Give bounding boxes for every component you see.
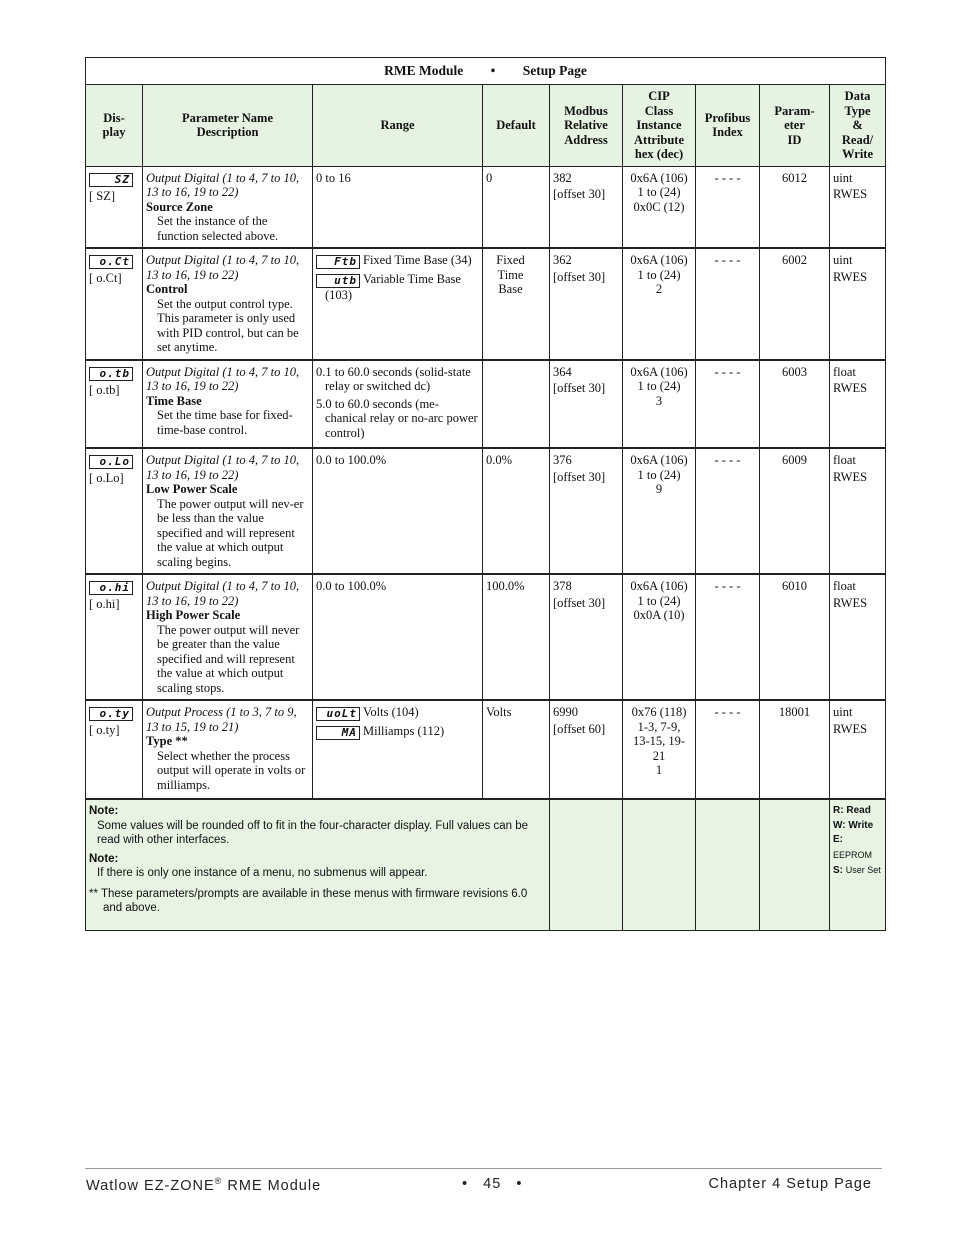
- range-option: [316, 724, 479, 740]
- lcd-display: MA: [316, 726, 360, 740]
- data-type: float: [833, 579, 856, 593]
- parameter-description-cell: [143, 248, 313, 360]
- lcd-display: uoLt: [316, 707, 360, 721]
- display-code: [ o.hi]: [89, 597, 120, 612]
- parameter-name: Source Zone: [146, 199, 213, 214]
- range-cell: [313, 360, 483, 449]
- default-cell: [483, 360, 550, 449]
- lcd-display: o.Ct: [89, 255, 133, 269]
- cip-cell: [623, 248, 696, 360]
- data-type-cell: [830, 448, 886, 574]
- range-option: [316, 397, 479, 441]
- legend-item: [833, 804, 882, 819]
- footer-divider: [85, 1168, 882, 1169]
- table-row: [86, 360, 886, 449]
- data-type: uint: [833, 253, 853, 267]
- cip-value: 1 to (24): [637, 467, 681, 482]
- parameter-name: High Power Scale: [146, 608, 241, 622]
- parameter-description-cell: [143, 360, 313, 449]
- header-default: Default: [483, 85, 550, 167]
- cip-value: 1-3, 7-9,: [637, 719, 681, 734]
- cip-value: 0x6A (106): [630, 453, 688, 467]
- legend-item: [833, 819, 882, 834]
- range-text: Volts (104): [363, 705, 419, 719]
- cip-value: 1 to (24): [637, 267, 681, 282]
- table-row: [86, 248, 886, 360]
- range-text: Milliamps (112): [363, 724, 445, 739]
- parameter-description-cell: [143, 166, 313, 248]
- footer-product: [86, 1176, 321, 1194]
- read-write: RWES: [833, 269, 868, 284]
- read-write: RWES: [833, 721, 868, 736]
- range-text: Variable Time Base (103): [325, 272, 461, 303]
- header-parameter-id: Param- eter ID: [760, 85, 830, 167]
- header-cip: CIP Class Instance Attribute hex (dec): [623, 85, 696, 167]
- parameter-description: Select whether the process output will operate in volts or milliamps.: [157, 748, 306, 792]
- notes-empty-cell: [623, 799, 696, 931]
- parameter-name: Time Base: [146, 393, 202, 408]
- read-write: RWES: [833, 187, 868, 201]
- range-option: [316, 365, 479, 394]
- modbus-offset: [offset 30]: [553, 469, 606, 484]
- display-cell: [86, 248, 143, 360]
- parameter-menu: Output Process (1 to 3, 7 to 9, 13 to 15, 19 to 21): [146, 705, 297, 734]
- range-text: 5.0 to 60.0 seconds (me-chanical relay or no-arc power control): [316, 396, 478, 440]
- read-write: RWES: [833, 381, 868, 395]
- parameter-menu: Output Digital (1 to 4, 7 to 10, 13 to 16, 19 to 22): [146, 170, 300, 199]
- cip-value: 0x6A (106): [630, 253, 688, 267]
- display-code: [ o.ty]: [89, 723, 120, 738]
- range-cell: [313, 448, 483, 574]
- cip-value: 0x6A (106): [630, 170, 688, 185]
- footer-chapter: Chapter 4 Setup Page: [708, 1176, 872, 1192]
- lcd-display: o.Lo: [89, 455, 133, 469]
- profibus-cell: - - - -: [696, 448, 760, 574]
- parameter-description: Set the output control type. This parameter is only used with PID control, but can be set anytime.: [157, 296, 299, 354]
- modbus-offset: [offset 30]: [553, 381, 606, 395]
- header-profibus: Profibus Index: [696, 85, 760, 167]
- display-code: [ o.tb]: [89, 382, 120, 397]
- default-cell: 0.0%: [483, 448, 550, 574]
- header-display: Dis- play: [86, 85, 143, 167]
- parameter-menu: Output Digital (1 to 4, 7 to 10, 13 to 16, 19 to 22): [146, 453, 300, 482]
- read-write: RWES: [833, 595, 868, 610]
- cip-value: 21: [652, 748, 666, 763]
- range-cell: [313, 574, 483, 700]
- header-data-type: Data Type & Read/ Write: [830, 85, 886, 167]
- modbus-address: 362: [553, 253, 572, 267]
- lcd-display: o.ty: [89, 707, 133, 721]
- legend-text: User Set: [845, 865, 881, 875]
- modbus-cell: [550, 166, 623, 248]
- modbus-address: 6990: [553, 705, 578, 719]
- legend-key: S:: [833, 865, 843, 876]
- profibus-cell: - - - -: [696, 700, 760, 799]
- cip-cell: [623, 360, 696, 449]
- lcd-display: o.tb: [89, 367, 133, 381]
- parameter-id-cell: 6003: [760, 360, 830, 449]
- lcd-display: SZ: [89, 173, 133, 187]
- cip-value: 13-15, 19-: [632, 734, 686, 748]
- modbus-offset: [offset 30]: [553, 269, 606, 284]
- notes-cell: [86, 799, 550, 931]
- notes-empty-cell: [550, 799, 623, 931]
- cip-value: 0x6A (106): [630, 579, 688, 593]
- modbus-address: 378: [553, 579, 572, 593]
- parameter-name: Control: [146, 282, 188, 296]
- cip-value: 2: [655, 282, 663, 296]
- modbus-address: 376: [553, 453, 572, 467]
- lcd-display: Ftb: [316, 255, 360, 269]
- display-code: [ SZ]: [89, 188, 116, 203]
- range-option: [316, 579, 479, 594]
- profibus-cell: - - - -: [696, 248, 760, 360]
- range-text: Fixed Time Base (34): [363, 253, 472, 267]
- display-cell: [86, 360, 143, 449]
- table-row: [86, 700, 886, 799]
- data-type: uint: [833, 170, 853, 185]
- table-title-page: Setup Page: [522, 62, 587, 78]
- display-code: [ o.Lo]: [89, 471, 124, 486]
- cip-value: 0x76 (118): [631, 705, 687, 719]
- range-option: [316, 171, 479, 186]
- profibus-cell: - - - -: [696, 360, 760, 449]
- parameter-name: Type **: [146, 734, 188, 748]
- note-text: Some values will be rounded off to fit in the four-character display. Full values can be read with other interfaces.: [97, 819, 529, 846]
- cip-cell: [623, 574, 696, 700]
- parameter-id-cell: 6009: [760, 448, 830, 574]
- cip-cell: [623, 166, 696, 248]
- legend-text: EEPROM: [833, 849, 873, 860]
- legend-item: [833, 833, 882, 863]
- modbus-offset: [offset 60]: [553, 721, 606, 736]
- profibus-cell: - - - -: [696, 166, 760, 248]
- data-type-cell: [830, 360, 886, 449]
- page-number: • 45 •: [462, 1176, 523, 1192]
- parameter-id-cell: 6010: [760, 574, 830, 700]
- data-type: uint: [833, 705, 853, 719]
- default-cell: Volts: [483, 700, 550, 799]
- modbus-address: 382: [553, 170, 572, 185]
- firmware-footnote: ** These parameters/prompts are available in these menus with firmware revisions 6.0 and above.: [89, 887, 528, 914]
- range-cell: [313, 700, 483, 799]
- table-title: [86, 58, 886, 85]
- modbus-offset: [offset 30]: [553, 187, 606, 201]
- modbus-cell: [550, 248, 623, 360]
- display-cell: [86, 574, 143, 700]
- range-cell: [313, 248, 483, 360]
- note-heading: Note:: [89, 805, 119, 817]
- data-type-cell: [830, 166, 886, 248]
- cip-value: 1: [655, 763, 663, 777]
- range-text: 0 to 16: [316, 170, 351, 185]
- range-text: 0.0 to 100.0%: [316, 453, 387, 467]
- range-cell: [313, 166, 483, 248]
- parameter-description: Set the time base for fixed-time-base control.: [157, 408, 293, 437]
- data-type-cell: [830, 574, 886, 700]
- cip-value: 1 to (24): [637, 185, 681, 199]
- table-row: [86, 166, 886, 248]
- table-row: [86, 574, 886, 700]
- range-option: [316, 272, 479, 303]
- read-write: RWES: [833, 469, 868, 484]
- lcd-display: utb: [316, 274, 360, 288]
- range-text: 0.1 to 60.0 seconds (solid-state relay or switched dc): [316, 364, 471, 393]
- legend-key: E:: [833, 834, 843, 845]
- data-type-cell: [830, 248, 886, 360]
- parameter-description: Set the instance of the function selected above.: [157, 214, 279, 243]
- range-option: [316, 453, 479, 468]
- default-cell: 100.0%: [483, 574, 550, 700]
- cip-value: 0x6A (106): [630, 364, 688, 379]
- footer-product-suffix: RME Module: [222, 1177, 322, 1194]
- cip-value: 9: [655, 482, 663, 496]
- notes-empty-cell: [760, 799, 830, 931]
- rw-legend: [830, 799, 886, 931]
- parameter-menu: Output Digital (1 to 4, 7 to 10, 13 to 16, 19 to 22): [146, 364, 300, 393]
- parameter-description-cell: [143, 574, 313, 700]
- parameter-id-cell: 6012: [760, 166, 830, 248]
- cip-value: 1 to (24): [637, 593, 681, 608]
- modbus-cell: [550, 574, 623, 700]
- profibus-cell: - - - -: [696, 574, 760, 700]
- parameter-description-cell: [143, 448, 313, 574]
- range-text: 0.0 to 100.0%: [316, 579, 387, 593]
- header-range: Range: [313, 85, 483, 167]
- parameter-id-cell: 6002: [760, 248, 830, 360]
- parameter-menu: Output Digital (1 to 4, 7 to 10, 13 to 16, 19 to 22): [146, 579, 300, 608]
- parameter-description: The power output will nev-er be less than the value specified and will represent the value at which output scaling begins.: [157, 496, 304, 569]
- legend-key: R:: [833, 805, 844, 816]
- modbus-address: 364: [553, 364, 572, 379]
- legend-key: W:: [833, 819, 846, 831]
- header-parameter-name: Parameter Name Description: [143, 85, 313, 167]
- note-text: If there is only one instance of a menu, no submenus will appear.: [97, 867, 428, 879]
- legend-text: Write: [848, 819, 874, 831]
- legend-item: [833, 863, 882, 879]
- modbus-offset: [offset 30]: [553, 595, 606, 610]
- parameter-description-cell: [143, 700, 313, 799]
- cip-cell: [623, 448, 696, 574]
- parameter-description: The power output will never be greater than the value specified and will represent the value at which output scaling stops.: [157, 622, 300, 695]
- legend-text: Read: [846, 805, 871, 816]
- registered-mark: ®: [214, 1176, 223, 1186]
- cip-cell: [623, 700, 696, 799]
- display-code: [ o.Ct]: [89, 271, 122, 286]
- modbus-cell: [550, 448, 623, 574]
- range-option: [316, 705, 479, 721]
- default-cell: 0: [483, 166, 550, 248]
- display-cell: [86, 166, 143, 248]
- cip-value: 0x0A (10): [633, 608, 685, 622]
- display-cell: [86, 700, 143, 799]
- parameter-id-cell: 18001: [760, 700, 830, 799]
- data-type: float: [833, 364, 856, 379]
- data-type-cell: [830, 700, 886, 799]
- modbus-cell: [550, 700, 623, 799]
- display-cell: [86, 448, 143, 574]
- header-modbus: Modbus Relative Address: [550, 85, 623, 167]
- notes-row: [86, 799, 886, 931]
- table-row: [86, 448, 886, 574]
- parameter-menu: Output Digital (1 to 4, 7 to 10, 13 to 16, 19 to 22): [146, 253, 300, 282]
- range-option: [316, 253, 479, 269]
- table-title-module: RME Module: [384, 62, 464, 78]
- parameter-table: [85, 57, 886, 931]
- header-row: [86, 85, 886, 167]
- cip-value: 0x0C (12): [633, 199, 685, 214]
- table-title-separator: •: [490, 62, 496, 78]
- data-type: float: [833, 453, 856, 467]
- note-heading: Note:: [89, 852, 119, 865]
- default-cell: Fixed Time Base: [483, 248, 550, 360]
- notes-empty-cell: [696, 799, 760, 931]
- cip-value: 1 to (24): [637, 379, 681, 393]
- modbus-cell: [550, 360, 623, 449]
- parameter-name: Low Power Scale: [146, 482, 238, 496]
- footer-product-name: Watlow EZ-ZONE: [86, 1177, 215, 1194]
- cip-value: 3: [655, 393, 663, 408]
- lcd-display: o.hi: [89, 581, 133, 595]
